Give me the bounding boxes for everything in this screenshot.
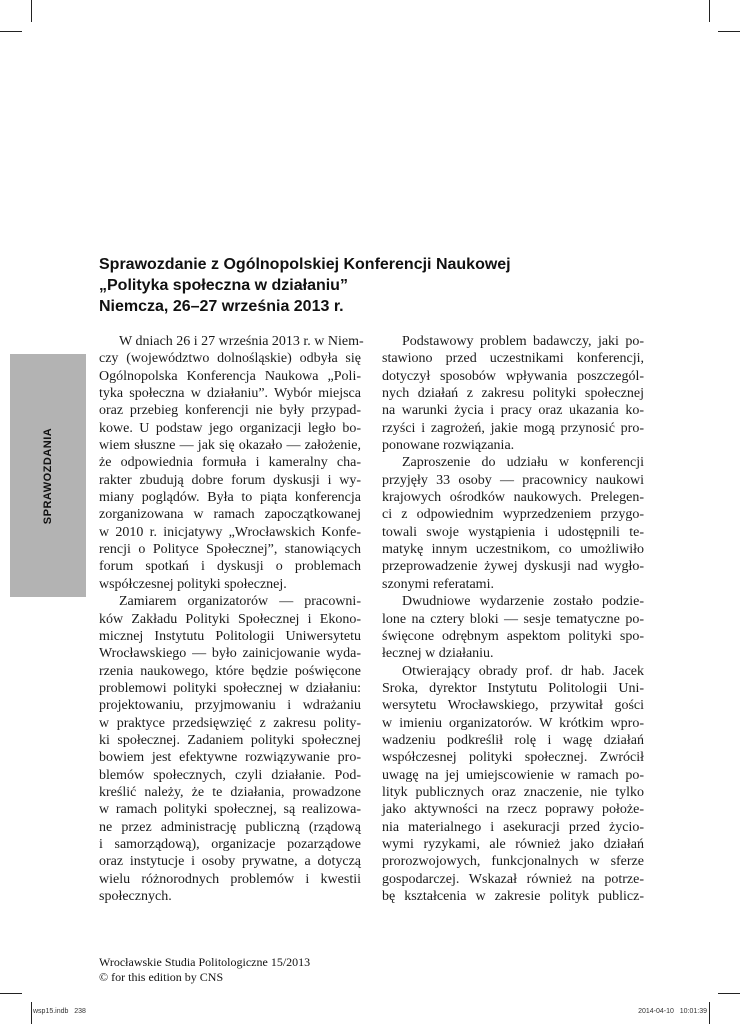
text-line: Zamiarem organizatorów — pracowni- [119,594,361,610]
text-line: bę kształcenia w zakresie polityk publicz- [382,889,644,904]
section-side-tab-label: SPRAWOZDANIA [42,427,54,525]
article-title-line-2: „Polityka społeczna w działaniu” [99,277,348,294]
text-line: wersytetu Wrocławskiego, przywitał gości [382,698,644,714]
text-line: gospodarczej. Wskazał również na potrze- [382,871,644,887]
text-line: święcone odrębnym aspektom polityki spo- [382,628,644,644]
text-line: zorganizowana w ramach zapoczątkowanej [99,507,361,523]
text-line: oraz instytucje i osoby prywatne, a dotyczą [99,854,361,870]
text-line: czy (województwo dolnośląskie) odbyła się [99,351,361,367]
text-line: stawiono przed uczestnikami konferencji, [382,351,644,367]
journal-citation: Wrocławskie Studia Politologiczne 15/2013 [99,955,311,969]
text-line: blemów społecznych, czyli działanie. Pod- [99,767,361,783]
text-line: i samorządową), organizacje pozarządowe [99,836,361,852]
paragraph [382,333,644,454]
print-slug-file: wsp15.indb 238 [33,1008,86,1015]
text-line: rakter zbudują dobre forum dyskusji i wy- [99,472,361,488]
paragraph [382,454,644,593]
text-line: problemowi polityki społecznej w działaniu: [99,680,361,696]
copyright-notice: © for this edition by CNS [99,970,224,984]
crop-mark-bottom-right-h [718,993,740,994]
crop-mark-bottom-left-h [0,993,22,994]
left-text-column [99,333,364,905]
text-line: że odpowiednia formuła i kameralny cha- [99,455,361,471]
text-line: micznej Instytutu Politologii Uniwersytetu [99,628,361,644]
text-line: kowe. U podstaw jego organizacji legło bo- [99,420,361,436]
text-line: nych działań z zakresu polityki społecznej [382,386,644,402]
text-line: ponowane rozwiązania. [382,438,515,454]
text-line: rencji o Polityce Społecznej”, stanowiących [99,542,361,558]
text-line: Sroka, dyrektor Instytutu Politologii Uni- [382,680,644,696]
crop-mark-top-right-h [718,31,740,32]
article-title-line-1: Sprawozdanie z Ogólnopolskiej Konferencji Naukowej [99,256,511,273]
text-line: lityk publicznych oraz znaczenie, nie tylko [382,784,644,800]
text-line: w praktyce przedsięwzięć z zakresu polity- [99,715,361,731]
text-line: lone na cztery bloki — sesje tematyczne po- [382,611,644,627]
article-title-line-3: Niemcza, 26–27 września 2013 r. [99,298,344,315]
text-line: W dniach 26 i 27 września 2013 r. w Niem- [119,334,364,349]
text-line: bowiem jest efektywne rozwiązywanie pro- [99,750,361,766]
text-line: Wrocławskiego — było zainicjowanie wyda- [99,646,361,662]
paragraph [99,333,364,593]
text-line: forum spotkań i dyskusji o problemach [99,559,361,575]
text-line: prorozwojowych, funkcjonalnych w sferze [382,854,644,870]
page-footer [99,955,310,985]
text-line: w ramach polityki społecznej, są realizowa- [99,802,361,818]
text-line: uwagę na jej umiejscowienie w ramach po- [382,767,644,783]
text-line: Dwudniowe wydarzenie zostało podzie- [402,594,644,610]
text-line: dotyczył sposobów wpływania poszczegól- [382,368,644,384]
paragraph [99,593,361,905]
crop-mark-top-left-h [0,31,22,32]
text-line: ne przez administrację publiczną (rządową [99,819,361,835]
text-line: na warunki życia i pracy oraz ukazania ko- [382,403,644,419]
text-line: wielu różnorodnych problemów i kwestii [99,871,361,887]
text-line: Zaproszenie do udziału w konferencji [402,455,644,471]
text-line: społecznych. [99,889,172,904]
text-line: łecznej w działaniu. [382,646,494,662]
text-line: Otwierający obrady prof. dr hab. Jacek [402,663,644,679]
text-line: Ogólnopolska Konferencja Naukowa „Poli- [99,368,361,384]
text-line: ki społecznej. Zadaniem polityki społecznej [99,732,361,748]
text-line: szonymi referatami. [382,576,494,592]
text-line: w imieniu organizatorów. W krótkim wpro- [382,715,644,731]
text-line: jako aktywności na rzecz poprawy położe- [382,802,644,818]
text-line: przyjęły 33 osoby — pracownicy naukowi [382,472,644,488]
text-line: miany poglądów. Była to piąta konferencja [99,490,361,506]
text-line: współczesnej polityki społecznej. [99,576,287,592]
text-line: wiem słuszne — jak się okazało — założenie, [99,438,361,454]
crop-mark-bottom-right-v [709,1002,710,1024]
text-line: współczesnej polityki społecznej. Zwrócił [382,750,644,766]
text-line: rzyści i zagrożeń, jakie mogą przynosić pro- [382,420,644,436]
text-line: rzenia naukowego, które będzie poświęcone [99,663,361,679]
text-line: wadzeniu podkreślił rolę i wagę działań [382,732,644,748]
text-line: ci z odpowiednim wyprzedzeniem przygo- [382,507,644,523]
print-slug-timestamp: 2014-04-10 10:01:39 [638,1008,707,1015]
paragraph [382,663,644,906]
article-title [99,254,659,317]
text-line: przeprowadzenie żywej dyskusji nad wygło- [382,559,644,575]
text-line: projektowaniu, przyjmowaniu i wdrażaniu [99,698,361,714]
paragraph [382,593,644,662]
text-line: ków Zakładu Polityki Społecznej i Ekono- [99,611,361,627]
right-text-column [382,333,644,905]
text-line: oraz przebieg konferencji nie były przypad- [99,403,361,419]
crop-mark-top-right-v [709,0,710,22]
text-line: w 2010 r. inicjatywy „Wrocławskich Konfe- [99,524,361,540]
text-line: kreślić należy, że te działania, prowadzone [99,784,361,800]
text-line: krajowych ośrodków naukowych. Prelegen- [382,490,644,506]
text-line: towali swoje wystąpienia i udostępnili te- [382,524,644,540]
text-line: nia materialnego i asekuracji przed życio- [382,819,644,835]
text-line: tyka społeczna w działaniu”. Wybór miejsca [99,386,361,402]
text-line: wymi ryzykami, ale również jako działań [382,836,644,852]
crop-mark-top-left-v [31,0,32,22]
crop-mark-bottom-left-v [31,1002,32,1024]
text-line: matykę innym uczestnikom, co umożliwiło [382,542,644,558]
text-line: Podstawowy problem badawczy, jaki po- [402,334,644,349]
